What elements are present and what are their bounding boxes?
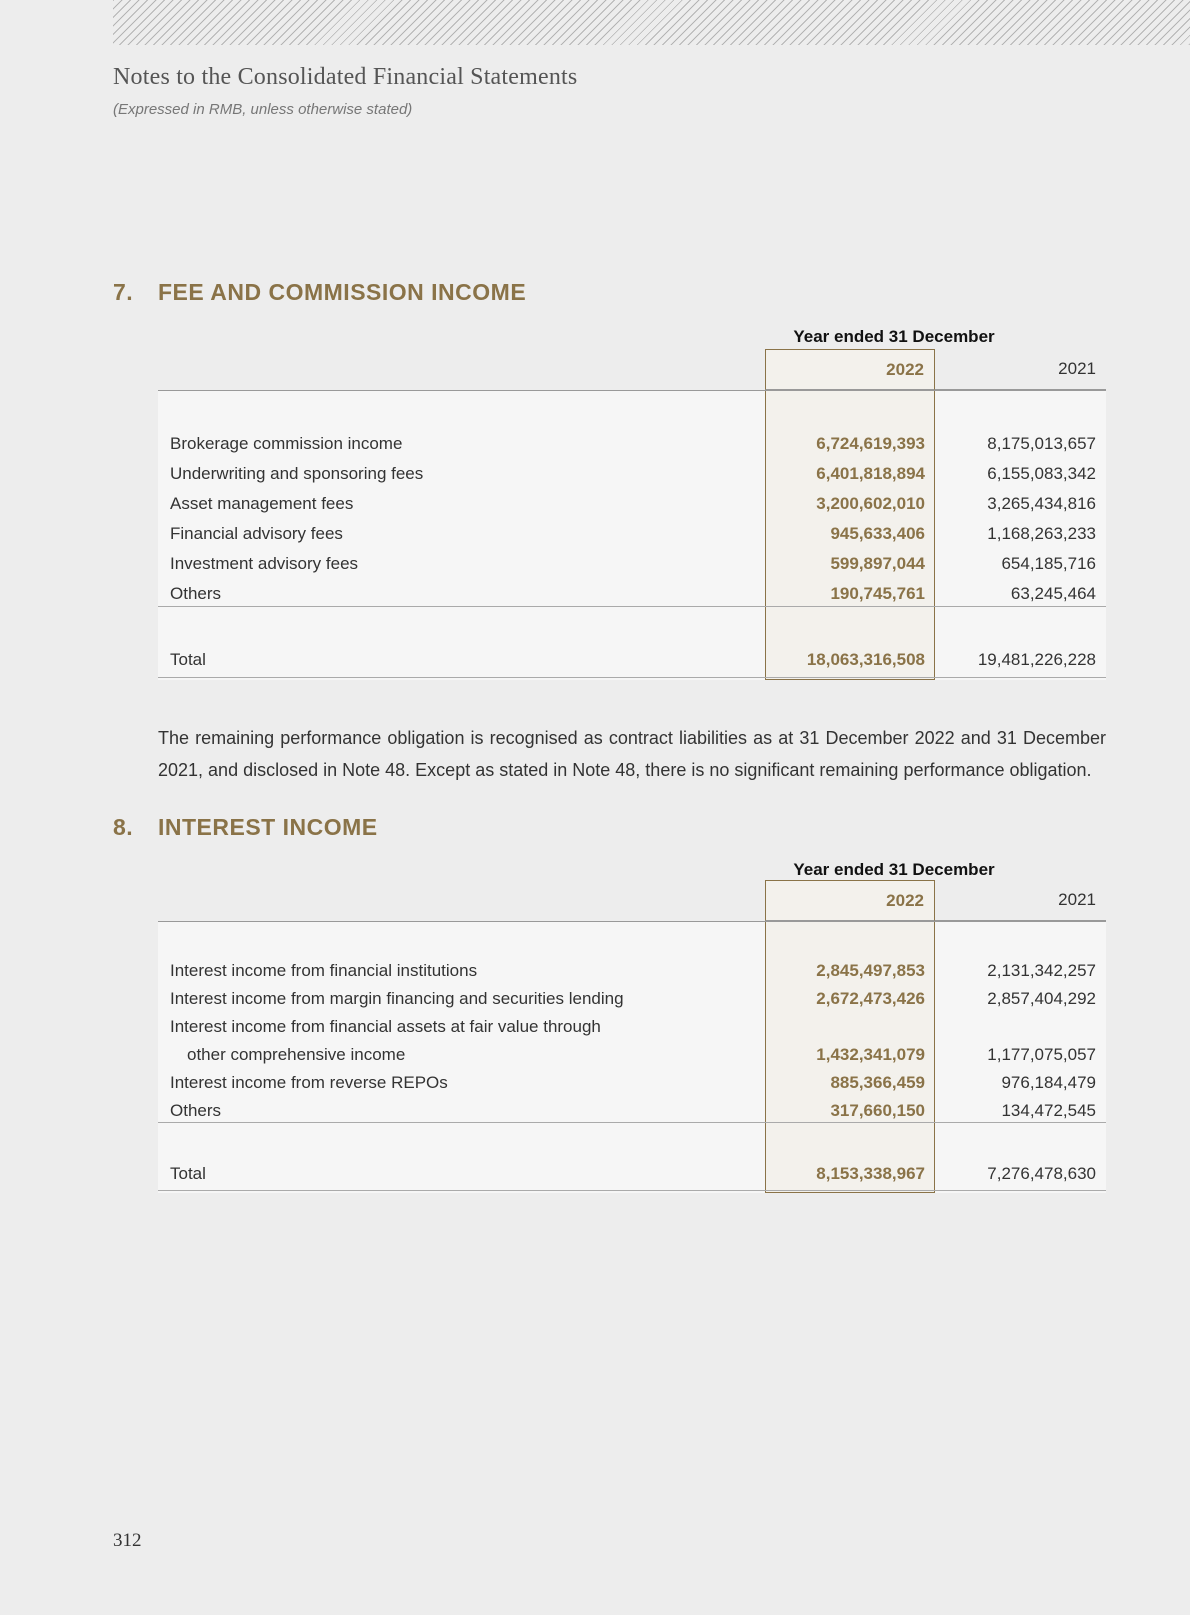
row-label: Interest income from margin financing and securities lending <box>170 989 624 1008</box>
total-value-2022: 18,063,316,508 <box>806 650 925 669</box>
value-2021: 6,155,083,342 <box>987 464 1096 483</box>
total-value-2022: 8,153,338,967 <box>816 1164 925 1183</box>
section-8-number: 8. <box>113 814 134 840</box>
column-header-2021: 2021 <box>935 880 1106 921</box>
value-2022: 1,432,341,079 <box>816 1045 925 1064</box>
header-rule <box>158 921 1106 922</box>
note-paragraph: The remaining performance obligation is recognised as contract liabilities as at 31 December 2022 and 31 December 2021, and disclosed in Note 48. Except as stated in Note 48, there is no significant remaining performance obligation. <box>158 728 1106 780</box>
fee-commission-table <box>158 325 1106 680</box>
value-2022: 599,897,044 <box>830 554 925 573</box>
section-7-number: 7. <box>113 279 134 305</box>
value-2021: 976,184,479 <box>1001 1073 1096 1092</box>
section-8-title: INTEREST INCOME <box>158 814 378 840</box>
header-rule <box>158 390 1106 391</box>
total-rule <box>158 1190 1106 1191</box>
row-label: Brokerage commission income <box>170 434 403 453</box>
total-value-2021: 7,276,478,630 <box>987 1164 1096 1183</box>
row-label: Investment advisory fees <box>170 554 359 573</box>
row-label-continuation: other comprehensive income <box>187 1045 406 1064</box>
row-label: Others <box>170 1101 222 1120</box>
column-header-2022: 2022 <box>765 349 935 390</box>
value-2022: 885,366,459 <box>830 1073 925 1092</box>
subtotal-rule <box>158 606 1106 607</box>
interest-income-table <box>158 858 1106 1193</box>
value-2022: 190,745,761 <box>830 584 925 603</box>
document-title: Notes to the Consolidated Financial Statements <box>113 64 578 90</box>
subtotal-rule <box>158 1122 1106 1123</box>
column-header-2022: 2022 <box>765 880 935 921</box>
value-2022: 317,660,150 <box>830 1101 925 1120</box>
value-2021: 134,472,545 <box>1001 1101 1096 1120</box>
page-number: 312 <box>113 1530 142 1551</box>
value-2021: 1,177,075,057 <box>987 1045 1096 1064</box>
value-2021: 63,245,464 <box>1010 584 1096 603</box>
row-label: Financial advisory fees <box>170 524 343 543</box>
value-2022: 2,845,497,853 <box>816 961 925 980</box>
value-2022: 2,672,473,426 <box>816 989 925 1008</box>
row-label: Asset management fees <box>170 494 354 513</box>
row-label: Others <box>170 584 222 603</box>
row-label: Total <box>170 650 206 669</box>
document-subtitle: (Expressed in RMB, unless otherwise stated) <box>113 101 413 118</box>
value-2021: 654,185,716 <box>1001 554 1096 573</box>
row-label: Total <box>170 1164 206 1183</box>
total-rule <box>158 677 1106 678</box>
value-2021: 2,131,342,257 <box>987 961 1096 980</box>
row-label: Underwriting and sponsoring fees <box>170 464 424 483</box>
value-2021: 1,168,263,233 <box>987 524 1096 543</box>
header-hatch-band <box>113 0 1190 45</box>
section-7-title: FEE AND COMMISSION INCOME <box>158 279 527 305</box>
value-2021: 2,857,404,292 <box>987 989 1096 1008</box>
value-2022: 6,724,619,393 <box>816 434 925 453</box>
value-2021: 3,265,434,816 <box>987 494 1096 513</box>
row-label: Interest income from reverse REPOs <box>170 1073 448 1092</box>
section-8-heading <box>113 814 378 841</box>
total-value-2021: 19,481,226,228 <box>977 650 1096 669</box>
column-header-2021: 2021 <box>935 349 1106 390</box>
value-2022: 6,401,818,894 <box>816 464 925 483</box>
table-caption: Year ended 31 December <box>793 327 995 346</box>
value-2022: 945,633,406 <box>830 524 925 543</box>
table-caption: Year ended 31 December <box>793 860 995 879</box>
value-2021: 8,175,013,657 <box>987 434 1096 453</box>
row-label: Interest income from financial institutions <box>170 961 478 980</box>
row-label: Interest income from financial assets at fair value through <box>170 1017 601 1036</box>
value-2022: 3,200,602,010 <box>816 494 925 513</box>
section-7-heading <box>113 279 526 306</box>
